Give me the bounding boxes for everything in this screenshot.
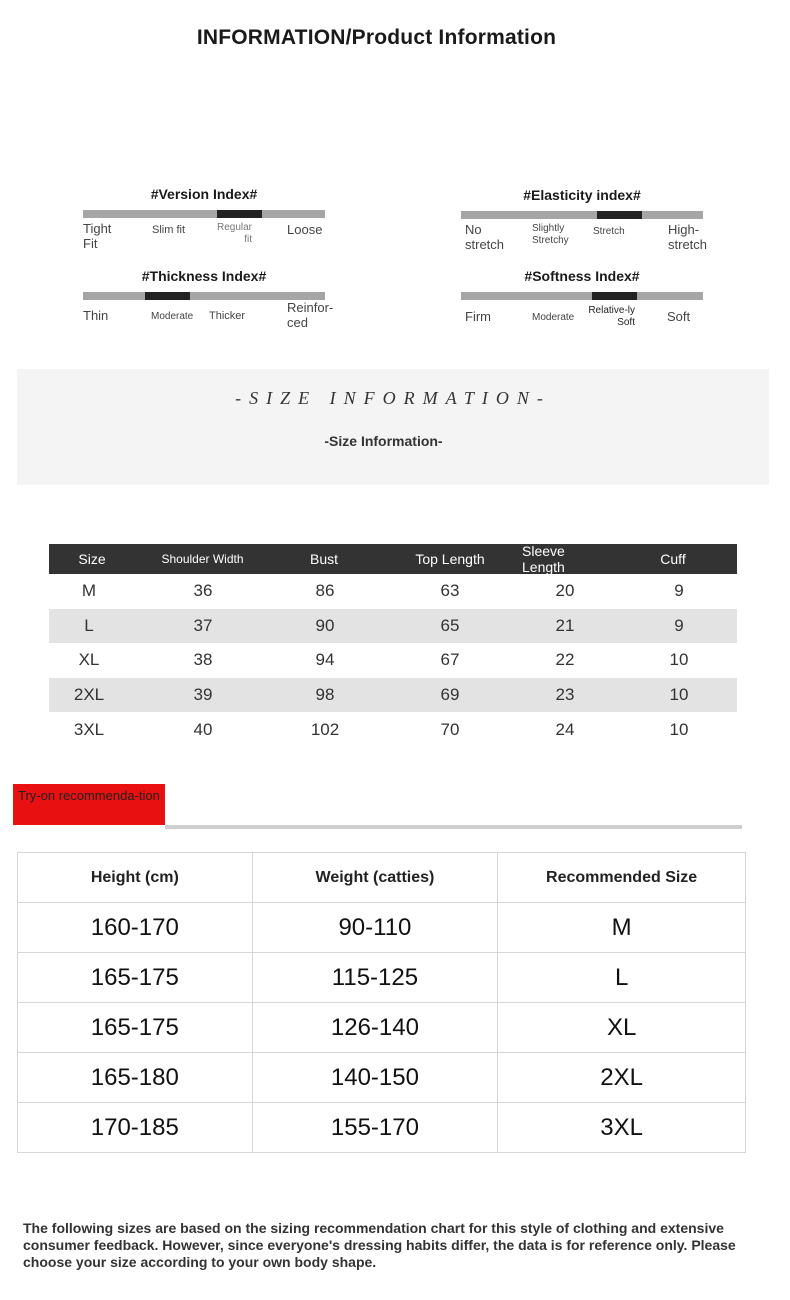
header-top-length: Top Length [415,551,485,567]
tryon-recommendation-tag: Try-on recommenda-tion [13,784,165,825]
cell-bust: 102 [310,719,340,739]
softness-label-moderate: Moderate [532,312,575,323]
cell-bust: 86 [315,581,335,601]
cell-recommended-size: XL [498,1003,746,1053]
header-bust: Bust [309,551,338,567]
cell-sleeve-length: 21 [555,615,575,635]
cell-top-length: 70 [440,719,460,739]
size-row-2xl [49,678,737,713]
elasticity-index [461,187,708,257]
cell-shoulder: 36 [193,581,213,601]
size-info-banner [17,369,769,485]
cell-top-length: 67 [440,650,460,670]
cell-weight: 126-140 [252,1003,498,1053]
elasticity-index-selected-segment [597,211,642,219]
tryon-row [18,1103,746,1153]
cell-sleeve-length: 23 [555,685,575,705]
cell-sleeve-length: 22 [555,650,575,670]
thickness-label-reinforced: Reinfor-ced [287,300,334,330]
elasticity-label-no-stretch: No stretch [465,222,505,252]
cell-sleeve-length: 24 [555,719,575,739]
version-label-loose: Loose [287,222,323,237]
cell-height: 165-180 [18,1053,253,1103]
cell-height: 165-175 [18,953,253,1003]
tryon-row [18,903,746,953]
cell-weight: 90-110 [252,903,498,953]
elasticity-label-slightly-stretchy: Slightly Stretchy [532,223,569,246]
thickness-index-selected-segment [145,292,190,300]
cell-size: L [84,615,94,635]
cell-bust: 90 [315,615,335,635]
header-size: Size [78,551,106,567]
cell-sleeve-length: 20 [555,581,575,601]
cell-shoulder: 40 [193,719,213,739]
tryon-row [18,1003,746,1053]
version-index-bar [83,210,325,218]
cell-height: 170-185 [18,1103,253,1153]
size-table-header [49,544,737,574]
elasticity-index-bar [461,211,703,219]
size-info-subheading: -Size Information- [324,433,443,449]
header-shoulder-width: Shoulder Width [161,552,244,566]
elasticity-label-high-stretch: High-stretch [668,222,708,252]
cell-weight: 140-150 [252,1053,498,1103]
thickness-index-title: #Thickness Index# [141,268,267,284]
softness-label-relatively-soft: Relative-ly Soft [588,305,635,328]
cell-size: 3XL [73,719,105,739]
cell-recommended-size: 3XL [498,1103,746,1153]
cell-shoulder: 38 [193,650,213,670]
size-row-l [49,609,737,644]
size-row-m [49,574,737,609]
version-label-tight-fit: Tight Fit [83,221,112,251]
cell-top-length: 69 [440,685,460,705]
cell-height: 165-175 [18,1003,253,1053]
page-title: INFORMATION/Product Information [196,26,557,49]
version-index-title: #Version Index# [150,186,258,202]
thickness-label-thin: Thin [83,308,109,323]
cell-size: M [81,581,97,601]
version-label-slim-fit: Slim fit [152,224,185,236]
cell-top-length: 65 [440,615,460,635]
cell-bust: 98 [315,685,335,705]
cell-size: XL [78,650,100,670]
cell-cuff: 9 [674,581,684,601]
cell-cuff: 10 [669,685,689,705]
header-cuff: Cuff [660,551,686,567]
version-index-selected-segment [217,210,262,218]
cell-shoulder: 39 [193,685,213,705]
header-recommended-size: Recommended Size [498,853,746,903]
cell-bust: 94 [315,650,335,670]
elasticity-index-title: #Elasticity index# [523,187,641,203]
softness-label-firm: Firm [465,309,491,324]
cell-cuff: 10 [669,650,689,670]
softness-label-soft: Soft [667,309,691,324]
elasticity-label-stretch: Stretch [593,226,625,237]
tryon-row [18,1053,746,1103]
cell-weight: 115-125 [252,953,498,1003]
cell-recommended-size: L [498,953,746,1003]
version-index [83,186,325,256]
tryon-row [18,953,746,1003]
tryon-divider [165,825,742,829]
cell-shoulder: 37 [193,615,213,635]
cell-cuff: 10 [669,719,689,739]
version-label-regular-fit: Regular fit [216,222,252,245]
size-info-heading: -SIZE INFORMATION- [235,388,551,408]
cell-weight: 155-170 [252,1103,498,1153]
cell-top-length: 63 [440,581,460,601]
cell-height: 160-170 [18,903,253,953]
cell-recommended-size: M [498,903,746,953]
sizing-note: The following sizes are based on the sizing recommendation chart for this style of clothing and extensive consumer feedback. However, since everyone's dressing habits differ, the data is for reference only. Please choose your size according to your own body shape. [23,1220,736,1270]
thickness-index [83,268,334,338]
thickness-label-moderate: Moderate [151,311,194,322]
header-sleeve-length: Sleeve Length [522,543,565,575]
cell-recommended-size: 2XL [498,1053,746,1103]
softness-index-title: #Softness Index# [524,268,640,284]
thickness-label-thicker: Thicker [209,310,246,322]
cell-cuff: 9 [674,615,684,635]
size-row-xl [49,643,737,678]
header-weight: Weight (catties) [252,853,498,903]
tryon-table [17,852,746,1153]
softness-index-bar [461,292,703,300]
tryon-header-row [18,853,746,903]
softness-index-selected-segment [592,292,637,300]
softness-index [461,268,703,338]
thickness-index-bar [83,292,325,300]
size-table [49,544,737,747]
size-row-3xl [49,712,737,747]
header-height: Height (cm) [18,853,253,903]
cell-size: 2XL [73,685,105,705]
